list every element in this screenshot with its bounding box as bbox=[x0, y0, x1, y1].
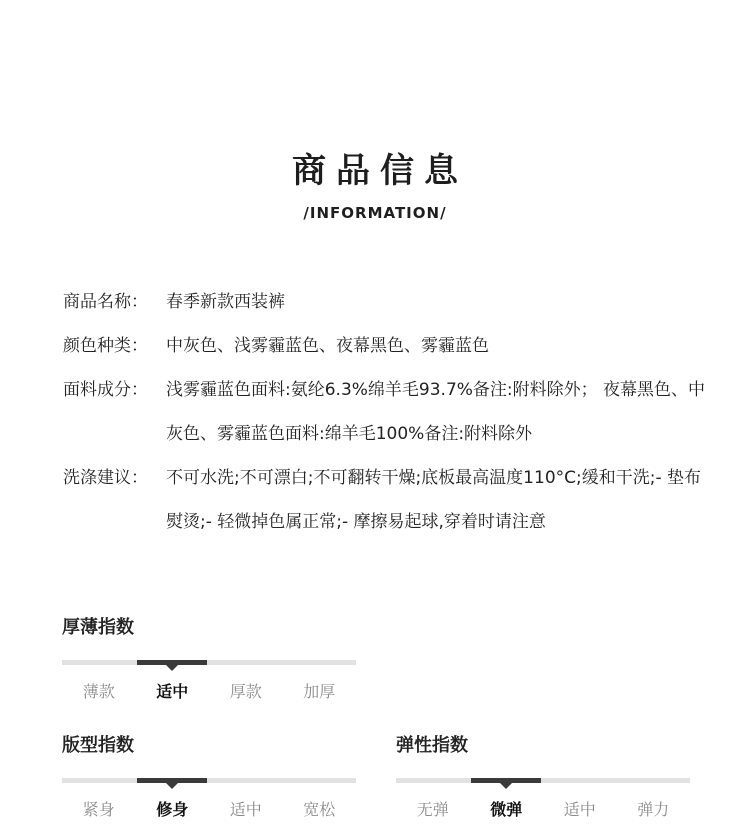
thickness-option: 加厚 bbox=[303, 682, 336, 701]
thickness-option-selected: 适中 bbox=[156, 682, 189, 701]
info-label: 商品名称： bbox=[63, 292, 148, 312]
product-info-list bbox=[63, 280, 713, 544]
thickness-index-title: 厚薄指数 bbox=[62, 617, 134, 638]
page-title: 商品信息 bbox=[292, 151, 468, 191]
thickness-index bbox=[62, 613, 356, 702]
info-row-product-name bbox=[63, 280, 713, 324]
info-label: 面料成分： bbox=[63, 380, 148, 400]
thickness-index-indicator bbox=[137, 660, 207, 665]
thickness-option: 薄款 bbox=[82, 682, 115, 701]
fit-index-track bbox=[62, 778, 356, 783]
elasticity-index-title: 弹性指数 bbox=[396, 735, 468, 756]
elasticity-index-track bbox=[396, 778, 690, 783]
thickness-index-track bbox=[62, 660, 356, 665]
thickness-option: 厚款 bbox=[229, 682, 262, 701]
fit-option: 宽松 bbox=[303, 800, 336, 819]
info-label: 颜色种类： bbox=[63, 336, 148, 356]
info-value: 中灰色、浅雾霾蓝色、夜幕黑色、雾霾蓝色 bbox=[166, 336, 489, 356]
elasticity-option-selected: 微弹 bbox=[490, 800, 523, 819]
elasticity-option: 无弹 bbox=[416, 800, 449, 819]
fit-option: 紧身 bbox=[82, 800, 115, 819]
info-value: 浅雾霾蓝色面料:氨纶6.3%绵羊毛93.7%备注:附料除外； 夜幕黑色、中灰色、雾霾蓝色面料:绵羊毛100%备注:附料除外 bbox=[166, 380, 706, 444]
info-label: 洗涤建议： bbox=[63, 468, 148, 488]
elasticity-option: 弹力 bbox=[637, 800, 670, 819]
info-value: 不可水洗;不可漂白;不可翻转干燥;底板最高温度110°C;缓和干洗;- 垫布熨烫;- 轻微掉色属正常;- 摩擦易起球,穿着时请注意 bbox=[166, 468, 701, 532]
info-row-colors bbox=[63, 324, 713, 368]
elasticity-index-indicator bbox=[471, 778, 541, 783]
info-row-fabric bbox=[63, 368, 713, 456]
info-value: 春季新款西装裤 bbox=[166, 292, 285, 312]
elasticity-index bbox=[396, 731, 690, 820]
fit-option: 适中 bbox=[229, 800, 262, 819]
info-row-washing bbox=[63, 456, 713, 544]
fit-index-title: 版型指数 bbox=[62, 735, 134, 756]
page-subtitle: /INFORMATION/ bbox=[303, 204, 447, 222]
fit-option-selected: 修身 bbox=[156, 800, 189, 819]
fit-index-indicator bbox=[137, 778, 207, 783]
fit-index bbox=[62, 731, 356, 820]
elasticity-option: 适中 bbox=[563, 800, 596, 819]
